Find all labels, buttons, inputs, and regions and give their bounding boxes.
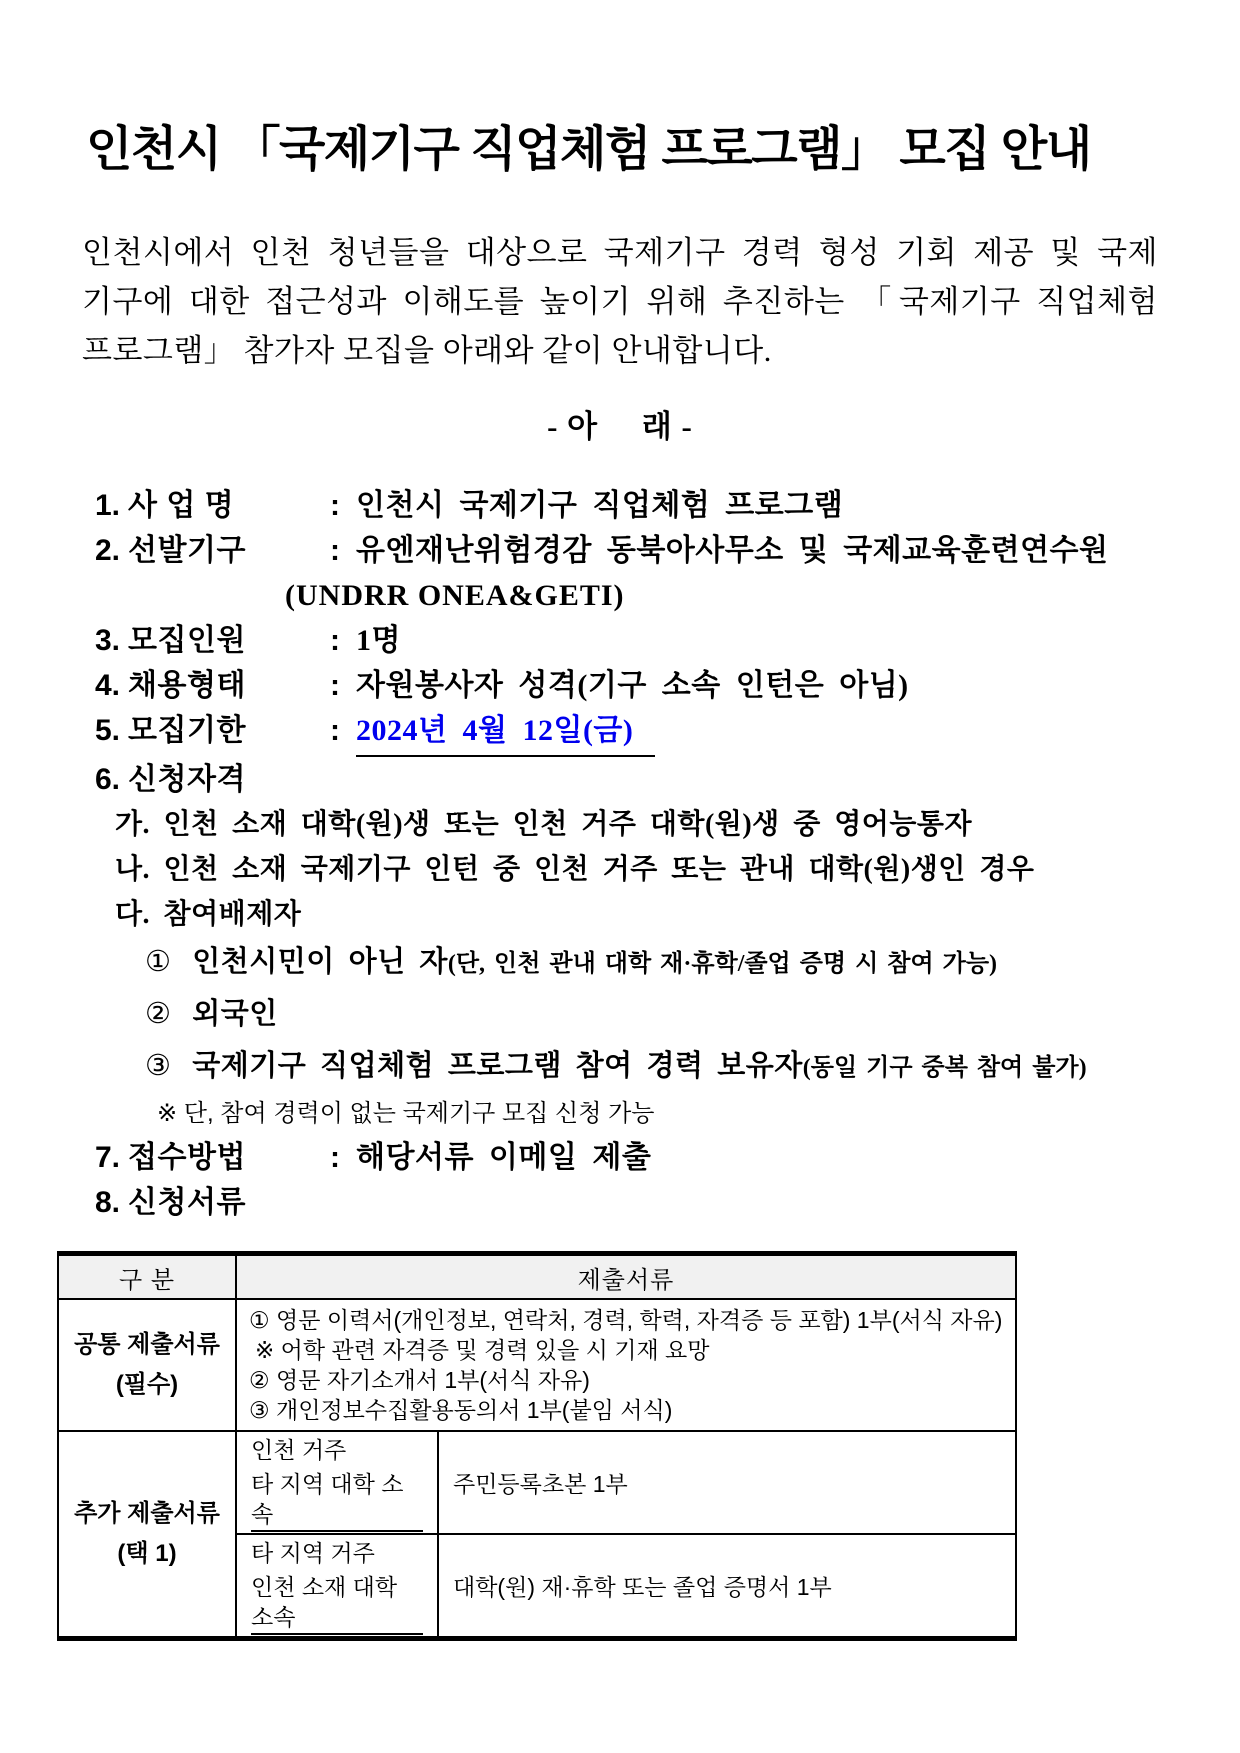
item-number: 6. [95, 763, 121, 796]
documents-table [57, 1251, 1017, 1641]
doc-line: ※ 어학 관련 자격증 및 경력 있을 시 기재 요망 [255, 1337, 710, 1363]
circled-number: ① [145, 946, 171, 978]
eligibility-item-da: 다. 참여배제자 [115, 899, 302, 930]
item-number: 5. [95, 714, 121, 747]
category-cell-additional [58, 1431, 236, 1639]
item-colon: : [330, 669, 340, 702]
item-label: 모집기한 [128, 714, 246, 747]
list-item-eligibility [95, 757, 1200, 802]
condition-line-underlined: 인천 소재 대학 소속 [251, 1572, 423, 1636]
item-value: 해당서류 이메일 제출 [356, 1141, 652, 1174]
condition-line: 타 지역 거주 [251, 1540, 375, 1566]
documents-cell-common [236, 1299, 1016, 1431]
excluded-item-1 [95, 937, 1200, 989]
list-item-deadline [95, 708, 1200, 757]
table-row-common [58, 1299, 1016, 1431]
circled-number: ③ [145, 1050, 171, 1082]
item-number: 7. [95, 1141, 121, 1174]
intro-line: 기구에 대한 접근성과 이해도를 높이기 위해 추진하는 「국제기구 직업체험 [82, 284, 1158, 319]
doc-line: ② 영문 자기소개서 1부(서식 자유) [249, 1367, 590, 1393]
item-colon: : [330, 489, 340, 522]
condition-line: 인천 거주 [251, 1437, 347, 1463]
table-row-additional-1 [58, 1431, 1016, 1534]
condition-cell [236, 1431, 438, 1534]
item-label: 모집인원 [128, 624, 246, 657]
document-cell: 주민등록초본 1부 [438, 1431, 1016, 1534]
page-title: 인천시 「국제기구 직업체험 프로그램」 모집 안내 [86, 123, 1091, 176]
excluded-item-3 [95, 1041, 1200, 1093]
excluded-paren: (단, 인천 관내 대학 재·휴학/졸업 증명 시 참여 가능) [447, 951, 998, 977]
item-number: 3. [95, 624, 121, 657]
item-value: 인천시 국제기구 직업체험 프로그램 [356, 489, 844, 522]
list-item-project-name [95, 483, 1200, 528]
document-cell: 대학(원) 재·휴학 또는 졸업 증명서 1부 [438, 1534, 1016, 1639]
condition-cell [236, 1534, 438, 1639]
eligibility-item-na: 나. 인천 소재 국제기구 인턴 중 인천 거주 또는 관내 대학(원)생인 경우 [115, 854, 1035, 885]
header-documents: 제출서류 [236, 1254, 1016, 1300]
excluded-item-2 [95, 989, 1200, 1041]
list-item-selecting-org [95, 528, 1200, 573]
list-item-headcount [95, 618, 1200, 663]
category-sublabel: (필수) [115, 1371, 179, 1398]
item-value: 자원봉사자 성격(기구 소속 인턴은 아님) [356, 669, 909, 702]
intro-paragraph [82, 228, 1158, 375]
intro-line: 프로그램」 참가자 모집을 아래와 같이 안내합니다. [82, 333, 772, 368]
excluded-text: 인천시민이 아닌 자 [192, 946, 448, 978]
circled-number: ② [145, 998, 171, 1030]
item-colon: : [330, 714, 340, 747]
list-item-required-documents [95, 1180, 1200, 1225]
header-category: 구 분 [58, 1254, 236, 1300]
excluded-paren: (동일 기구 중복 참여 불가) [802, 1055, 1087, 1081]
item-value: 1명 [356, 624, 401, 657]
doc-line: ③ 개인정보수집활용동의서 1부(붙임 서식) [249, 1397, 673, 1423]
eligibility-item-ga: 가. 인천 소재 대학(원)생 또는 인천 거주 대학(원)생 중 영어능통자 [115, 809, 972, 840]
doc-line: ① 영문 이력서(개인정보, 연락처, 경력, 학력, 자격증 등 포함) 1부(서식 자유) [249, 1307, 1003, 1333]
item-label: 신청서류 [128, 1186, 246, 1219]
item-value: 유엔재난위험경감 동북아사무소 및 국제교육훈련연수원 [356, 534, 1109, 567]
item-colon: : [330, 1141, 340, 1174]
intro-line: 인천시에서 인천 청년들을 대상으로 국제기구 경력 형성 기회 제공 및 국제 [82, 235, 1158, 270]
excluded-text: 국제기구 직업체험 프로그램 참여 경력 보유자 [192, 1050, 803, 1082]
item-label: 사 업 명 [128, 489, 235, 522]
item-colon: : [330, 534, 340, 567]
deadline-date-link[interactable]: 2024년 4월 12일(금) [356, 708, 655, 757]
org-abbreviation: (UNDRR ONEA&GETI) [285, 579, 625, 612]
eligibility-note: ※ 단, 참여 경력이 없는 국제기구 모집 신청 가능 [157, 1100, 655, 1127]
condition-line-underlined: 타 지역 대학 소속 [251, 1469, 423, 1533]
category-sublabel: (택 1) [117, 1540, 177, 1567]
item-label: 채용형태 [128, 669, 246, 702]
category-label: 추가 제출서류 [74, 1500, 220, 1527]
item-label: 접수방법 [128, 1141, 246, 1174]
table-header-row [58, 1254, 1016, 1300]
item-label: 신청자격 [128, 763, 246, 796]
item-number: 2. [95, 534, 121, 567]
item-number: 4. [95, 669, 121, 702]
item-number: 8. [95, 1186, 121, 1219]
below-divider: - 아 래 - [547, 409, 693, 444]
item-list [95, 483, 1200, 1225]
category-cell-common [58, 1299, 236, 1431]
list-item-how-to-apply [95, 1135, 1200, 1180]
item-number: 1. [95, 489, 121, 522]
item-label: 선발기구 [128, 534, 246, 567]
excluded-text: 외국인 [192, 998, 278, 1030]
category-label: 공통 제출서류 [74, 1331, 220, 1358]
list-item-employment-type [95, 663, 1200, 708]
item-colon: : [330, 624, 340, 657]
